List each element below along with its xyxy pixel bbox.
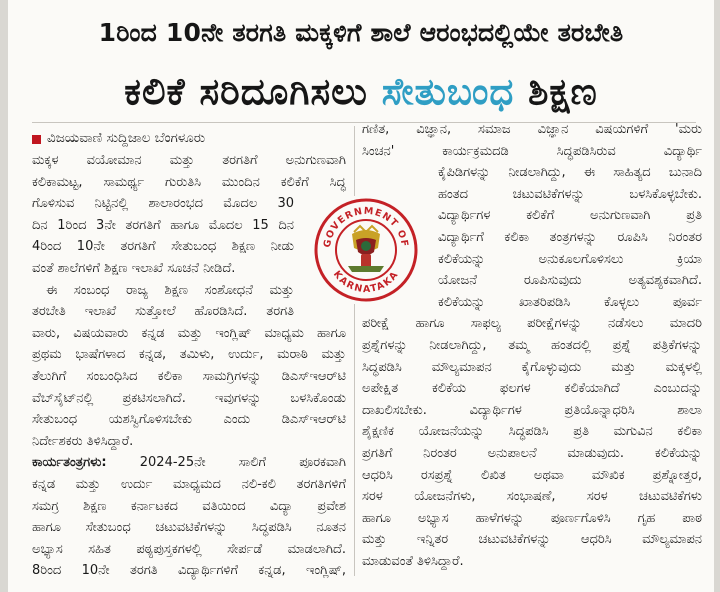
text-line: 8ರಿಂದ 10ನೇ ತರಗತಿ ವಿದ್ಯಾರ್ಥಿಗಳಿಗೆ ಕನ್ನಡ, ಇಂಗ್ಲಿಷ್, [32,563,346,579]
column-divider [354,126,355,576]
text-line: ಸಮಗ್ರ ಶಿಕ್ಷಣ ಕರ್ನಾಟಕದ ವತಿಯಿಂದ ವಿದ್ಯಾ ಪ್ರವೇಶ [32,498,346,514]
text-line: ತರಬೇತಿ ಇಲಾಖೆ ಸುತ್ತೋಲೆ ಹೊರಡಿಸಿದೆ. ತರಗತಿ [32,304,294,320]
text-line-rest: 2024-25ನೇ ಸಾಲಿಗೆ ಪೂರಕವಾಗಿ [106,455,346,471]
text-line: ಕಲಿಕಾಮಟ್ಟ, ಸಾಮರ್ಥ್ಯ ಗುರುತಿಸಿ ಮುಂದಿನ ಕಲಿಕೆಗೆ ಸಿದ್ಧ [32,174,346,190]
text-line: ಶೈಕ್ಷಣಿಕ ಯೋಜನೆಯನ್ನು ಸಿದ್ಧಪಡಿಸಿ ಪ್ರತಿ ಮಗುವಿನ ಕಲಿಕಾ [362,424,702,440]
text-line: ವಿದ್ಯಾರ್ಥಿಗೆ ಕಲಿಕಾ ತಂತ್ರಗಳನ್ನು ರೂಪಿಸಿ ನಿರಂತರ [438,229,702,245]
text-line: ಪರೀಕ್ಷೆ ಹಾಗೂ ಸಾಫಲ್ಯ ಪರೀಕ್ಷೆಗಳನ್ನು ನಡೆಸಲು ಮಾದರಿ [362,316,702,332]
text-line: ವಂತೆ ಶಾಲೆಗಳಿಗೆ ಶಿಕ್ಷಣ ಇಲಾಖೆ ಸೂಚನೆ ನೀಡಿದೆ. [32,260,236,276]
headline-kicker: 1ರಿಂದ 10ನೇ ತರಗತಿ ಮಕ್ಕಳಿಗೆ ಶಾಲೆ ಆರಂಭದಲ್ಲಿಯೇ ತರಬೇತಿ [98,18,624,47]
text-line: ದಾಖಲಿಸಬೇಕು. ವಿದ್ಯಾರ್ಥಿಗಳ ಪ್ರತಿಯೊನ್ನಾಧರಿಸಿ ಶಾಲಾ [362,402,702,418]
newspaper-clipping [8,0,714,592]
dateline [32,128,346,150]
text-line: ಸಿಂಚನ' ಕಾರ್ಯಕ್ರಮದಡಿ ಸಿದ್ಧಪಡಿಸಿರುವ ವಿದ್ಯಾರ್ಥಿ [362,143,702,159]
text-line: ಸೇತುಬಂಧ ಯಶಸ್ವಿಗೊಳಿಸಬೇಕು ಎಂದು ಡಿಎಸ್ಇಆರ್‌ಟಿ [32,412,346,428]
red-square-bullet [32,135,41,144]
text-line: ಹಾಗೂ ಸೇತುಬಂಧ ಚಟುವಟಿಕೆಗಳನ್ನು ಸಿದ್ಧಪಡಿಸಿ ನೂತನ [32,520,346,536]
seal-bottom-text: KARNATAKA [330,268,402,296]
text-line: ವಾರು, ವಿಷಯವಾರು ಕನ್ನಡ ಮತ್ತು ಇಂಗ್ಲಿಷ್ ಮಾಧ್ಯಮ ಹಾಗೂ [32,325,346,341]
text-line: ಹಂತದ ಚಟುವಟಿಕೆಗಳನ್ನು ಬಳಸಿಕೊಳ್ಳಬೇಕು. [438,186,702,202]
text-line: ಕೈಪಿಡಿಗಳನ್ನು ನೀಡಲಾಗಿದ್ದು, ಈ ಸಾಹಿತ್ಯದ ಬುನಾದಿ [438,165,702,181]
subheading-strategies: ಕಾರ್ಯತಂತ್ರಗಳು: [32,455,107,471]
text-line: ಯೋಜನೆ ರೂಪಿಸುವುದು ಅತ್ಯವಶ್ಯಕವಾಗಿದೆ. [438,273,702,289]
text-line: ಅಪೇಕ್ಷಿತ ಕಲಿಕೆಯ ಫಲಗಳ ಕಲಿಕೆಯಾಗಿದೆ ಎಂಬುದನ್ನು [362,381,702,397]
text-line: ಸಿದ್ಧಪಡಿಸಿ ಮೌಲ್ಯಮಾಪನ ಕೈಗೊಳ್ಳುವುದು ಮತ್ತು ಮಕ್ಕಳಲ್ಲಿ [362,359,702,375]
text-line: ಆಧರಿಸಿ ರಸಪ್ರಶ್ನೆ ಲಿಖಿತ ಅಥವಾ ಮೌಖಿಕ ಪ್ರಶ್ನೋತ್ತರ, [362,467,702,483]
headline-main-part2: ಶಿಕ್ಷಣ [514,70,598,113]
right-column [362,119,702,572]
text-line: ದಿನ 1ರಿಂದ 3ನೇ ತರಗತಿಗೆ ಹಾಗೂ ಮೊದಲ 15 ದಿನ [32,217,294,233]
text-line: ಅಭ್ಯಾಸ ಸಹಿತ ಪಠ್ಯಪುಸ್ತಕಗಳಲ್ಲಿ ಸೇರ್ಪಡೆ ಮಾಡಲಾಗಿದೆ. [32,541,346,557]
text-line: ಈ ಸಂಬಂಧ ರಾಜ್ಯ ಶಿಕ್ಷಣ ಸಂಶೋಧನೆ ಮತ್ತು [46,282,294,298]
text-line: ಸರಳ ಯೋಜನೆಗಳು, ಸಂಭಾಷಣೆ, ಸರಳ ಚಟುವಟಿಕೆಗಳು [362,489,702,505]
text-line: ಹಾಗೂ ಅಭ್ಯಾಸ ಹಾಳೆಗಳನ್ನು ಪೂರ್ಣಗೊಳಿಸಿ ಗೃಹ ಪಾಠ [362,510,702,526]
text-line: ಮತ್ತು ಇನ್ನಿತರ ಚಟುವಟಿಕೆಗಳನ್ನು ಆಧರಿಸಿ ಮೌಲ್ಯಮಾಪನ [362,532,702,548]
text-line: ನಿರ್ದೇಶಕರು ತಿಳಿಸಿದ್ದಾರೆ. [32,433,134,449]
text-line [32,452,346,474]
text-line: ವಿದ್ಯಾರ್ಥಿಗಳ ಕಲಿಕೆಗೆ ಅನುಗುಣವಾಗಿ ಪ್ರತಿ [438,208,702,224]
text-line: ಪ್ರಗತಿಗೆ ನಿರಂತರ ಅನುಪಾಲನೆ ಮಾಡುವುದು. ಕಲಿಕೆಯನ್ನು [362,445,702,461]
text-line: ಗೊಳಿಸುವ ನಿಟ್ಟಿನಲ್ಲಿ ಶಾಲಾರಂಭದ ಮೊದಲ 30 [32,196,294,212]
text-line: ಪ್ರಥಮ ಭಾಷೆಗಳಾದ ಕನ್ನಡ, ತಮಿಳು, ಉರ್ದು, ಮರಾಠಿ ಮತ್ತು [32,347,346,363]
text-line: ಗಣಿತ, ವಿಜ್ಞಾನ, ಸಮಾಜ ವಿಜ್ಞಾನ ವಿಷಯಗಳಿಗೆ 'ಮರು [362,122,702,137]
seal-top-text: GOVERNMENT OF [321,205,411,249]
text-line: ಮಕ್ಕಳ ವಯೋಮಾನ ಮತ್ತು ತರಗತಿಗೆ ಅನುಗುಣವಾಗಿ [32,153,346,168]
text-line: ಕನ್ನಡ ಮತ್ತು ಉರ್ದು ಮಾಧ್ಯಮದ ನಲಿ-ಕಲಿ ತರಗತಿಗಳಿಗೆ [32,476,346,492]
text-line: ಕಲಿಕೆಯನ್ನು ಖಾತರಿಪಡಿಸಿ ಕೊಳ್ಳಲು ಪೂರ್ವ [438,294,702,310]
text-line: ಪ್ರಶ್ನೆಗಳನ್ನು ನೀಡಲಾಗಿದ್ದು, ತಮ್ಮ ಹಂತದಲ್ಲಿ ಪ್ರಶ್ನೆ ಪತ್ರಿಕೆಗಳನ್ನು [362,337,702,353]
paragraph-2 [32,280,346,453]
text-line: ತೆಲುಗಿಗೆ ಸಂಬಂಧಿಸಿದ ಕಲಿಕಾ ಸಾಮಗ್ರಿಗಳನ್ನು ಡಿಎಸ್ಇಆರ್‌ಟಿ [32,368,346,384]
text-line: ಮಾಡುವಂತೆ ತಿಳಿಸಿದ್ದಾರೆ. [362,553,464,569]
dateline-text: ವಿಜಯವಾಣಿ ಸುದ್ದಿಜಾಲ ಬೆಂಗಳೂರು [47,130,206,147]
headline-main [8,70,714,114]
paragraph-3 [32,452,346,582]
text-line: ವೆಬ್‌ಸೈಟ್‌ನಲ್ಲಿ ಪ್ರಕಟಿಸಲಾಗಿದೆ. ಇವುಗಳನ್ನು ಬಳಸಿಕೊಂಡು [32,390,346,406]
headline-main-part1: ಕಲಿಕೆ ಸರಿದೂಗಿಸಲು [124,70,382,113]
text-line: 4ರಿಂದ 10ನೇ ತರಗತಿಗೆ ಸೇತುಬಂಧ ಶಿಕ್ಷಣ ನೀಡು [32,239,294,255]
headline-accent-word: ಸೇತುಬಂಧ [381,70,515,113]
text-line: ಕಲಿಕೆಯನ್ನು ಅನುಕೂಲಗೊಳಿಸಲು ಕ್ರಿಯಾ [438,251,702,267]
